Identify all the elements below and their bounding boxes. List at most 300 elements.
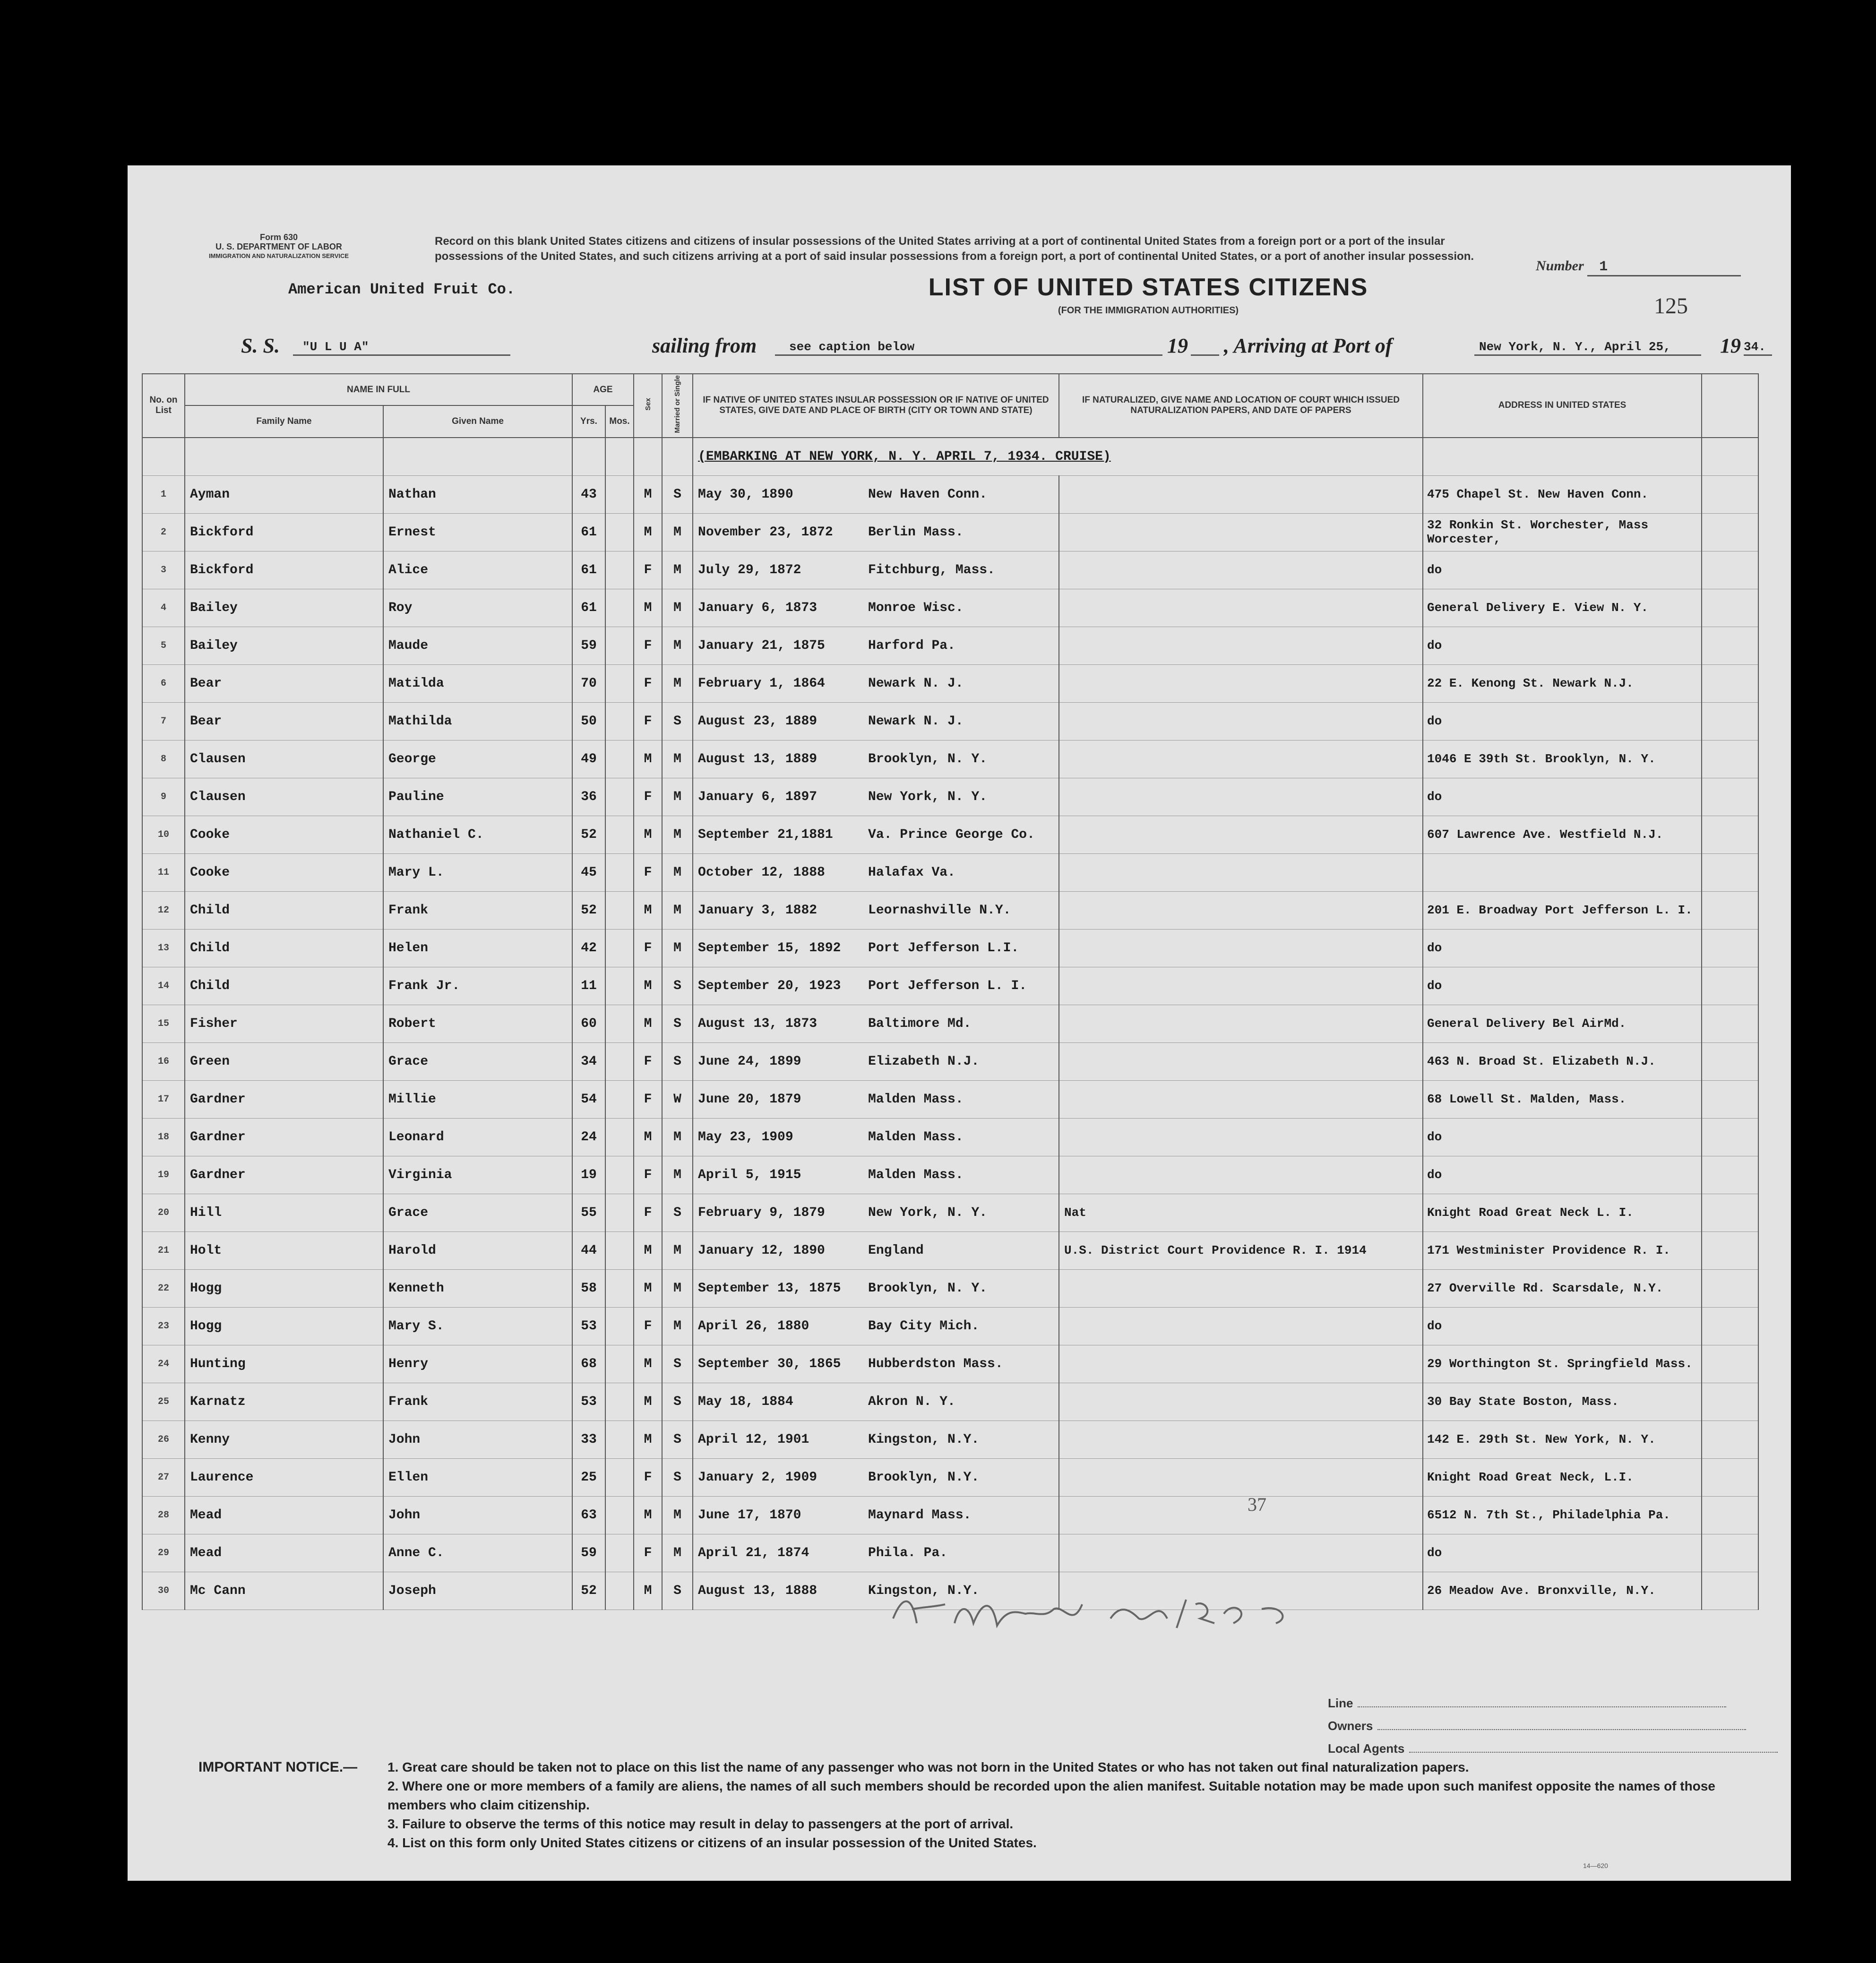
notice-item: 4. List on this form only United States citizens or citizens of an insular possession of the United States. [387,1835,1037,1850]
address: 6512 N. 7th St., Philadelphia Pa. [1423,1496,1702,1534]
row-number: 30 [142,1572,185,1610]
arriving-label: , Arriving at Port of [1224,334,1393,357]
family-name: Bear [185,664,383,702]
given-name: Mathilda [383,702,572,740]
family-name: Gardner [185,1080,383,1118]
age-years: 44 [572,1231,605,1269]
birth-place: Leornashville N.Y. [868,903,1011,918]
table-row [142,1307,1758,1345]
col-yrs: Yrs. [572,405,605,437]
given-name: Leonard [383,1118,572,1156]
table-row [142,967,1758,1005]
sex: F [634,702,662,740]
row-number: 15 [142,1005,185,1042]
table-row [142,664,1758,702]
row-number: 28 [142,1496,185,1534]
sex: M [634,816,662,853]
birth-date: April 26, 1880 [698,1318,809,1334]
birth-place: Akron N. Y. [868,1394,955,1409]
table-row [142,1231,1758,1269]
family-name: Cooke [185,853,383,891]
row-number: 2 [142,513,185,551]
birth-date-place [693,891,1059,929]
naturalization [1059,1345,1423,1383]
birth-place: Brooklyn, N.Y. [868,1470,980,1485]
sex: F [634,929,662,967]
row-number: 10 [142,816,185,853]
naturalization [1059,1496,1423,1534]
birth-date: September 30, 1865 [698,1356,841,1371]
birth-place: Harford Pa. [868,638,955,653]
birth-date: January 21, 1875 [698,638,825,653]
age-months [605,1572,634,1610]
embark-note: (EMBARKING AT NEW YORK, N. Y. APRIL 7, 1934. CRUISE) [693,438,1423,476]
row-number: 21 [142,1231,185,1269]
age-months [605,891,634,929]
family-name: Child [185,929,383,967]
age-years: 60 [572,1005,605,1042]
marital-status: S [662,1194,693,1231]
age-months [605,664,634,702]
marital-status: M [662,1269,693,1307]
passenger-table [142,373,1759,1610]
naturalization [1059,816,1423,853]
sex: F [634,551,662,589]
age-months [605,1383,634,1421]
age-months [605,778,634,816]
birth-date-place [693,778,1059,816]
birth-date-place [693,702,1059,740]
family-name: Mead [185,1534,383,1572]
binder-hole [45,718,67,744]
age-months [605,1005,634,1042]
age-months [605,1118,634,1156]
sex: M [634,1345,662,1383]
binder-hole [45,789,67,815]
address: 1046 E 39th St. Brooklyn, N. Y. [1423,740,1702,778]
naturalization [1059,702,1423,740]
age-months [605,1534,634,1572]
sex: M [634,891,662,929]
address [1423,853,1702,891]
address: do [1423,627,1702,664]
col-mos: Mos. [605,405,634,437]
given-name: Frank [383,1383,572,1421]
sailing-from-value: see caption below [775,334,1035,356]
table-row [142,816,1758,853]
naturalization [1059,1458,1423,1496]
birth-date-place [693,1345,1059,1383]
marital-status: S [662,1383,693,1421]
owners-label: Owners [1328,1719,1373,1733]
table-row [142,475,1758,513]
naturalization [1059,589,1423,627]
col-address: ADDRESS IN UNITED STATES [1423,374,1702,438]
age-years: 43 [572,475,605,513]
naturalization [1059,967,1423,1005]
row-number: 13 [142,929,185,967]
marital-status: M [662,816,693,853]
given-name: Maude [383,627,572,664]
age-years: 59 [572,1534,605,1572]
birth-date: August 13, 1873 [698,1016,818,1031]
naturalization [1059,1080,1423,1118]
table-row [142,1118,1758,1156]
birth-place: Port Jefferson L. I. [868,978,1027,993]
birth-place: Maynard Mass. [868,1507,972,1523]
table-row [142,1005,1758,1042]
page-subtitle: (FOR THE IMMIGRATION AUTHORITIES) [1058,305,1239,316]
ship-prefix: S. S. [241,334,280,357]
naturalization [1059,853,1423,891]
given-name: Grace [383,1194,572,1231]
table-row [142,1156,1758,1194]
age-months [605,1231,634,1269]
birth-date-place [693,551,1059,589]
family-name: Hunting [185,1345,383,1383]
age-years: 55 [572,1194,605,1231]
row-number: 24 [142,1345,185,1383]
age-years: 53 [572,1383,605,1421]
birth-place: Fitchburg, Mass. [868,562,995,577]
birth-date: April 12, 1901 [698,1432,809,1447]
address: General Delivery E. View N. Y. [1423,589,1702,627]
marital-status: S [662,702,693,740]
birth-date-place [693,1042,1059,1080]
sex: M [634,967,662,1005]
birth-date: January 12, 1890 [698,1243,825,1258]
naturalization [1059,1118,1423,1156]
row-number: 7 [142,702,185,740]
row-number: 4 [142,589,185,627]
marital-status: M [662,513,693,551]
birth-date: August 23, 1889 [698,714,818,729]
birth-date: February 9, 1879 [698,1205,825,1220]
page-title: LIST OF UNITED STATES CITIZENS [928,274,1368,301]
birth-date-place [693,1307,1059,1345]
given-name: Nathaniel C. [383,816,572,853]
birth-place: Bay City Mich. [868,1318,980,1334]
row-number: 26 [142,1421,185,1458]
age-years: 45 [572,853,605,891]
address: do [1423,1534,1702,1572]
table-row [142,1496,1758,1534]
address: do [1423,702,1702,740]
birth-date: April 5, 1915 [698,1167,801,1182]
col-naturalized: IF NATURALIZED, GIVE NAME AND LOCATION OF COURT WHICH ISSUED NATURALIZATION PAPERS, AND DATE OF PAPERS [1059,374,1423,438]
age-months [605,967,634,1005]
birth-date: June 20, 1879 [698,1092,801,1107]
age-years: 25 [572,1458,605,1496]
address: do [1423,551,1702,589]
sex: M [634,1572,662,1610]
birth-date: June 24, 1899 [698,1054,801,1069]
age-months [605,1458,634,1496]
marital-status: M [662,664,693,702]
address: 142 E. 29th St. New York, N. Y. [1423,1421,1702,1458]
naturalization [1059,1534,1423,1572]
given-name: Kenneth [383,1269,572,1307]
birth-place: Port Jefferson L.I. [868,940,1019,956]
naturalization [1059,664,1423,702]
row-number: 16 [142,1042,185,1080]
marital-status: M [662,1231,693,1269]
age-months [605,1194,634,1231]
notice-item: 3. Failure to observe the terms of this notice may result in delay to passengers at the port of arrival. [387,1817,1014,1831]
naturalization [1059,627,1423,664]
family-name: Clausen [185,778,383,816]
age-months [605,853,634,891]
sex: F [634,664,662,702]
address: 22 E. Kenong St. Newark N.J. [1423,664,1702,702]
family-name: Mead [185,1496,383,1534]
birth-date-place [693,967,1059,1005]
age-years: 59 [572,627,605,664]
given-name: John [383,1496,572,1534]
family-name: Bailey [185,589,383,627]
row-number: 9 [142,778,185,816]
table-row [142,1080,1758,1118]
given-name: Pauline [383,778,572,816]
table-row [142,778,1758,816]
age-months [605,1496,634,1534]
age-years: 19 [572,1156,605,1194]
table-row [142,1042,1758,1080]
address: 32 Ronkin St. Worchester, Mass Worcester, [1423,513,1702,551]
year-prefix: 19 [1167,334,1188,357]
handwritten-number: 37 [1248,1494,1266,1515]
given-name: Matilda [383,664,572,702]
department-name: U. S. DEPARTMENT OF LABOR [215,242,342,251]
age-months [605,740,634,778]
birth-date: September 20, 1923 [698,978,841,993]
col-family-name: Family Name [185,405,383,437]
sex: M [634,1269,662,1307]
given-name: Robert [383,1005,572,1042]
birth-place: Monroe Wisc. [868,600,964,615]
birth-date: May 18, 1884 [698,1394,793,1409]
sex: F [634,853,662,891]
ship-name: "U L U A" [293,334,510,356]
row-number: 22 [142,1269,185,1307]
birth-date: August 13, 1889 [698,751,818,766]
given-name: Millie [383,1080,572,1118]
naturalization [1059,513,1423,551]
birth-place: England [868,1243,924,1258]
birth-place: New York, N. Y. [868,1205,988,1220]
marital-status: M [662,1118,693,1156]
naturalization [1059,891,1423,929]
age-years: 61 [572,513,605,551]
birth-date-place [693,816,1059,853]
birth-place: New Haven Conn. [868,487,988,502]
naturalization [1059,1383,1423,1421]
age-years: 42 [572,929,605,967]
age-years: 24 [572,1118,605,1156]
given-name: Nathan [383,475,572,513]
family-name: Bickford [185,551,383,589]
naturalization [1059,740,1423,778]
birth-date-place [693,1534,1059,1572]
birth-date-place [693,1156,1059,1194]
birth-date: November 23, 1872 [698,525,833,540]
family-name: Child [185,891,383,929]
address: do [1423,967,1702,1005]
col-age: AGE [572,374,634,405]
address: 607 Lawrence Ave. Westfield N.J. [1423,816,1702,853]
family-name: Hogg [185,1269,383,1307]
table-row [142,929,1758,967]
age-months [605,1080,634,1118]
birth-place: Brooklyn, N. Y. [868,751,988,766]
table-row [142,1345,1758,1383]
row-number: 19 [142,1156,185,1194]
sex: M [634,513,662,551]
age-years: 50 [572,702,605,740]
table-row [142,1534,1758,1572]
given-name: Alice [383,551,572,589]
sex: F [634,627,662,664]
sex: M [634,1005,662,1042]
record-instructions: Record on this blank United States citizens and citizens of insular possessions of the United States arriving at a port of continental United States from a foreign port or a port of the insular possessions of the United States, and such citizens arriving at a port of said insular possessions from a foreign port, a port of continental United States, or a port of another insular possession. [435,235,1474,263]
given-name: Mary S. [383,1307,572,1345]
family-name: Clausen [185,740,383,778]
birth-place: Berlin Mass. [868,525,964,540]
family-name: Cooke [185,816,383,853]
birth-date-place [693,513,1059,551]
row-number: 17 [142,1080,185,1118]
table-row [142,1458,1758,1496]
sex: M [634,740,662,778]
family-name: Child [185,967,383,1005]
line-label: Line [1328,1696,1353,1710]
marital-status: W [662,1080,693,1118]
age-years: 61 [572,551,605,589]
birth-date-place [693,1269,1059,1307]
family-name: Holt [185,1231,383,1269]
given-name: Joseph [383,1572,572,1610]
marital-status: M [662,891,693,929]
row-number: 5 [142,627,185,664]
sex: M [634,1118,662,1156]
naturalization [1059,1042,1423,1080]
age-months [605,1156,634,1194]
binder-hole [45,1682,67,1708]
table-row [142,1383,1758,1421]
table-row [142,1269,1758,1307]
table-row [142,740,1758,778]
number-label: Number [1536,258,1584,274]
address: do [1423,929,1702,967]
sex: M [634,475,662,513]
age-months [605,513,634,551]
table-row [142,853,1758,891]
row-number: 1 [142,475,185,513]
age-years: 61 [572,589,605,627]
print-code: 14—620 [1583,1862,1608,1869]
birth-date-place [693,475,1059,513]
marital-status: S [662,1421,693,1458]
family-name: Mc Cann [185,1572,383,1610]
row-number: 3 [142,551,185,589]
birth-place: Elizabeth N.J. [868,1054,980,1069]
address: 201 E. Broadway Port Jefferson L. I. [1423,891,1702,929]
sex: M [634,1231,662,1269]
birth-date: January 6, 1897 [698,789,818,804]
age-years: 52 [572,1572,605,1610]
row-number: 23 [142,1307,185,1345]
birth-date: August 13, 1888 [698,1583,818,1598]
address: do [1423,778,1702,816]
birth-date-place [693,1118,1059,1156]
given-name: Ellen [383,1458,572,1496]
birth-date-place [693,627,1059,664]
address: 171 Westminister Providence R. I. [1423,1231,1702,1269]
family-name: Laurence [185,1458,383,1496]
given-name: Ernest [383,513,572,551]
birth-place: Brooklyn, N. Y. [868,1281,988,1296]
birth-date: February 1, 1864 [698,676,825,691]
arriving-port-value: New York, N. Y., April 25, [1474,334,1701,356]
notice-heading: IMPORTANT NOTICE.— [198,1759,358,1775]
birth-date-place [693,1194,1059,1231]
age-years: 11 [572,967,605,1005]
given-name: Anne C. [383,1534,572,1572]
address: 475 Chapel St. New Haven Conn. [1423,475,1702,513]
naturalization [1059,1421,1423,1458]
marital-status: M [662,853,693,891]
sex: M [634,1421,662,1458]
birth-date-place [693,589,1059,627]
naturalization [1059,929,1423,967]
marital-status: M [662,740,693,778]
age-months [605,1269,634,1307]
birth-date: January 6, 1873 [698,600,818,615]
birth-place: Newark N. J. [868,714,964,729]
age-months [605,475,634,513]
age-months [605,816,634,853]
birth-place: Newark N. J. [868,676,964,691]
marital-status: M [662,1496,693,1534]
birth-date-place [693,1458,1059,1496]
given-name: Harold [383,1231,572,1269]
marital-status: M [662,1307,693,1345]
age-years: 33 [572,1421,605,1458]
address: 30 Bay State Boston, Mass. [1423,1383,1702,1421]
marital-status: S [662,1005,693,1042]
age-months [605,627,634,664]
birth-date: October 12, 1888 [698,865,825,880]
col-given-name: Given Name [383,405,572,437]
age-months [605,702,634,740]
sex: F [634,1080,662,1118]
birth-place: Baltimore Md. [868,1016,972,1031]
age-months [605,1345,634,1383]
birth-date: June 17, 1870 [698,1507,801,1523]
table-row [142,589,1758,627]
table-row [142,1194,1758,1231]
age-years: 63 [572,1496,605,1534]
naturalization [1059,551,1423,589]
family-name: Ayman [185,475,383,513]
naturalization [1059,1156,1423,1194]
birth-place: Malden Mass. [868,1129,964,1145]
given-name: Mary L. [383,853,572,891]
row-number: 18 [142,1118,185,1156]
family-name: Karnatz [185,1383,383,1421]
birth-date: January 3, 1882 [698,903,818,918]
row-number: 27 [142,1458,185,1496]
